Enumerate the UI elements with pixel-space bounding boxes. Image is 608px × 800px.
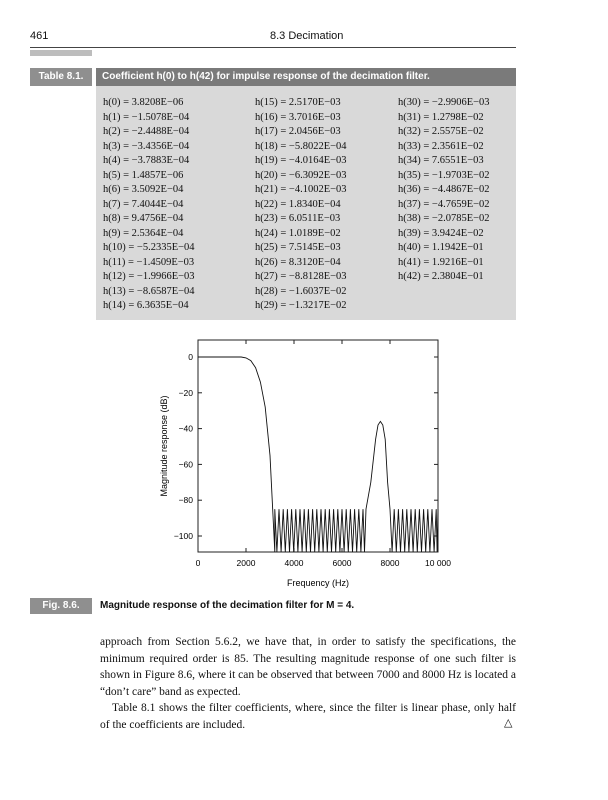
coefficient-entry: h(35) = −1.9703E−02 bbox=[398, 169, 490, 181]
end-of-example-mark: △ bbox=[504, 716, 513, 729]
x-tick-label: 2000 bbox=[236, 558, 256, 568]
section-title: 8.3 Decimation bbox=[270, 30, 344, 42]
coefficient-entry: h(27) = −8.8128E−03 bbox=[255, 271, 347, 282]
y-tick-label: −20 bbox=[178, 387, 193, 398]
coefficient-entry: h(10) = −5.2335E−04 bbox=[103, 242, 195, 253]
coefficient-entry: h(24) = 1.0189E−02 bbox=[255, 227, 341, 239]
coefficient-entry: h(36) = −4.4867E−02 bbox=[398, 184, 490, 195]
coefficient-entry: h(29) = −1.3217E−02 bbox=[255, 300, 347, 311]
coefficient-entry: h(13) = −8.6587E−04 bbox=[103, 285, 195, 297]
coefficient-entry: h(0) = 3.8208E−06 bbox=[103, 97, 184, 108]
coefficient-entry: h(32) = 2.5575E−02 bbox=[398, 126, 484, 137]
coefficient-entry: h(39) = 3.9424E−02 bbox=[398, 227, 484, 239]
coefficient-entry: h(41) = 1.9216E−01 bbox=[398, 256, 484, 268]
coefficient-entry: h(6) = 3.5092E−04 bbox=[103, 184, 184, 195]
figure-caption: Magnitude response of the decimation filter for M = 4. bbox=[100, 600, 355, 611]
body-text bbox=[100, 634, 516, 733]
coefficient-entry: h(33) = 2.3561E−02 bbox=[398, 140, 484, 152]
coefficient-entry: h(17) = 2.0456E−03 bbox=[255, 126, 341, 137]
coefficient-entry: h(18) = −5.8022E−04 bbox=[255, 140, 347, 152]
table-column-3 bbox=[398, 96, 490, 285]
coefficient-entry: h(9) = 2.5364E−04 bbox=[103, 227, 184, 239]
paragraph-2: Table 8.1 shows the filter coefficients, where, since the filter is linear phase, only half of the coefficients are included. bbox=[100, 702, 516, 731]
coefficient-entry: h(12) = −1.9966E−03 bbox=[103, 271, 195, 282]
coefficient-entry: h(4) = −3.7883E−04 bbox=[103, 155, 190, 166]
coefficient-entry: h(3) = −3.4356E−04 bbox=[103, 140, 190, 152]
coefficient-entry: h(19) = −4.0164E−03 bbox=[255, 155, 347, 166]
coefficient-entry: h(8) = 9.4756E−04 bbox=[103, 213, 184, 224]
y-tick-label: −100 bbox=[173, 531, 193, 541]
coefficient-entry: h(31) = 1.2798E−02 bbox=[398, 111, 484, 123]
coefficient-entry: h(2) = −2.4488E−04 bbox=[103, 126, 190, 137]
coefficient-entry: h(38) = −2.0785E−02 bbox=[398, 213, 490, 224]
plot-frame bbox=[198, 340, 438, 552]
page-number: 461 bbox=[30, 30, 49, 42]
coefficient-entry: h(15) = 2.5170E−03 bbox=[255, 97, 341, 108]
coefficient-entry: h(28) = −1.6037E−02 bbox=[255, 285, 347, 297]
figure-label: Fig. 8.6. bbox=[30, 598, 92, 614]
table-label: Table 8.1. bbox=[30, 68, 92, 86]
coefficient-entry: h(23) = 6.0511E−03 bbox=[255, 213, 341, 224]
coefficient-entry: h(7) = 7.4044E−04 bbox=[103, 198, 184, 210]
coefficient-entry: h(40) = 1.1942E−01 bbox=[398, 242, 484, 253]
y-tick-label: −40 bbox=[178, 423, 193, 434]
coefficient-entry: h(14) = 6.3635E−04 bbox=[103, 300, 189, 311]
table-caption: Coefficient h(0) to h(42) for impulse response of the decimation filter. bbox=[96, 68, 516, 86]
magnitude-curve bbox=[198, 357, 438, 552]
x-tick-label: 8000 bbox=[380, 558, 400, 568]
x-axis-label: Frequency (Hz) bbox=[286, 578, 350, 588]
paragraph-1: approach from Section 5.6.2, we have that, in order to satisfy the specifications, the minimum required order is 85. The resulting magnitude response of one such filter is shown in Figure 8.6, where it can be observed that between 7000 and 8000 Hz is located a “don’t care” band as expected. bbox=[100, 636, 516, 698]
coefficient-entry: h(22) = 1.8340E−04 bbox=[255, 198, 341, 210]
coefficient-entry: h(25) = 7.5145E−03 bbox=[255, 242, 341, 253]
y-tick-label: −60 bbox=[178, 459, 193, 470]
table-column-2 bbox=[255, 96, 347, 314]
coefficient-entry: h(34) = 7.6551E−03 bbox=[398, 155, 484, 166]
header-marker bbox=[30, 50, 92, 56]
coefficient-entry: h(37) = −4.7659E−02 bbox=[398, 198, 490, 210]
table-column-1 bbox=[103, 96, 195, 314]
coefficient-entry: h(16) = 3.7016E−03 bbox=[255, 111, 341, 123]
coefficient-entry: h(11) = −1.4509E−03 bbox=[103, 256, 195, 268]
x-tick-label: 10 000 bbox=[425, 558, 451, 568]
coefficient-entry: h(21) = −4.1002E−03 bbox=[255, 184, 347, 195]
coefficient-entry: h(1) = −1.5078E−04 bbox=[103, 111, 190, 123]
coefficient-entry: h(42) = 2.3804E−01 bbox=[398, 271, 484, 282]
coefficient-entry: h(30) = −2.9906E−03 bbox=[398, 97, 490, 108]
x-tick-label: 0 bbox=[195, 558, 201, 568]
coefficient-entry: h(20) = −6.3092E−03 bbox=[255, 169, 347, 181]
y-tick-label: −80 bbox=[178, 495, 193, 506]
coefficient-entry: h(26) = 8.3120E−04 bbox=[255, 256, 341, 268]
y-axis-label: Magnitude response (dB) bbox=[159, 395, 169, 497]
x-tick-label: 4000 bbox=[284, 558, 304, 568]
x-tick-label: 6000 bbox=[332, 558, 352, 568]
y-axis-ticks bbox=[174, 352, 438, 541]
y-tick-label: 0 bbox=[188, 352, 193, 362]
x-axis-ticks bbox=[196, 340, 452, 568]
coefficient-entry: h(5) = 1.4857E−06 bbox=[103, 169, 184, 181]
header-rule bbox=[30, 47, 516, 48]
